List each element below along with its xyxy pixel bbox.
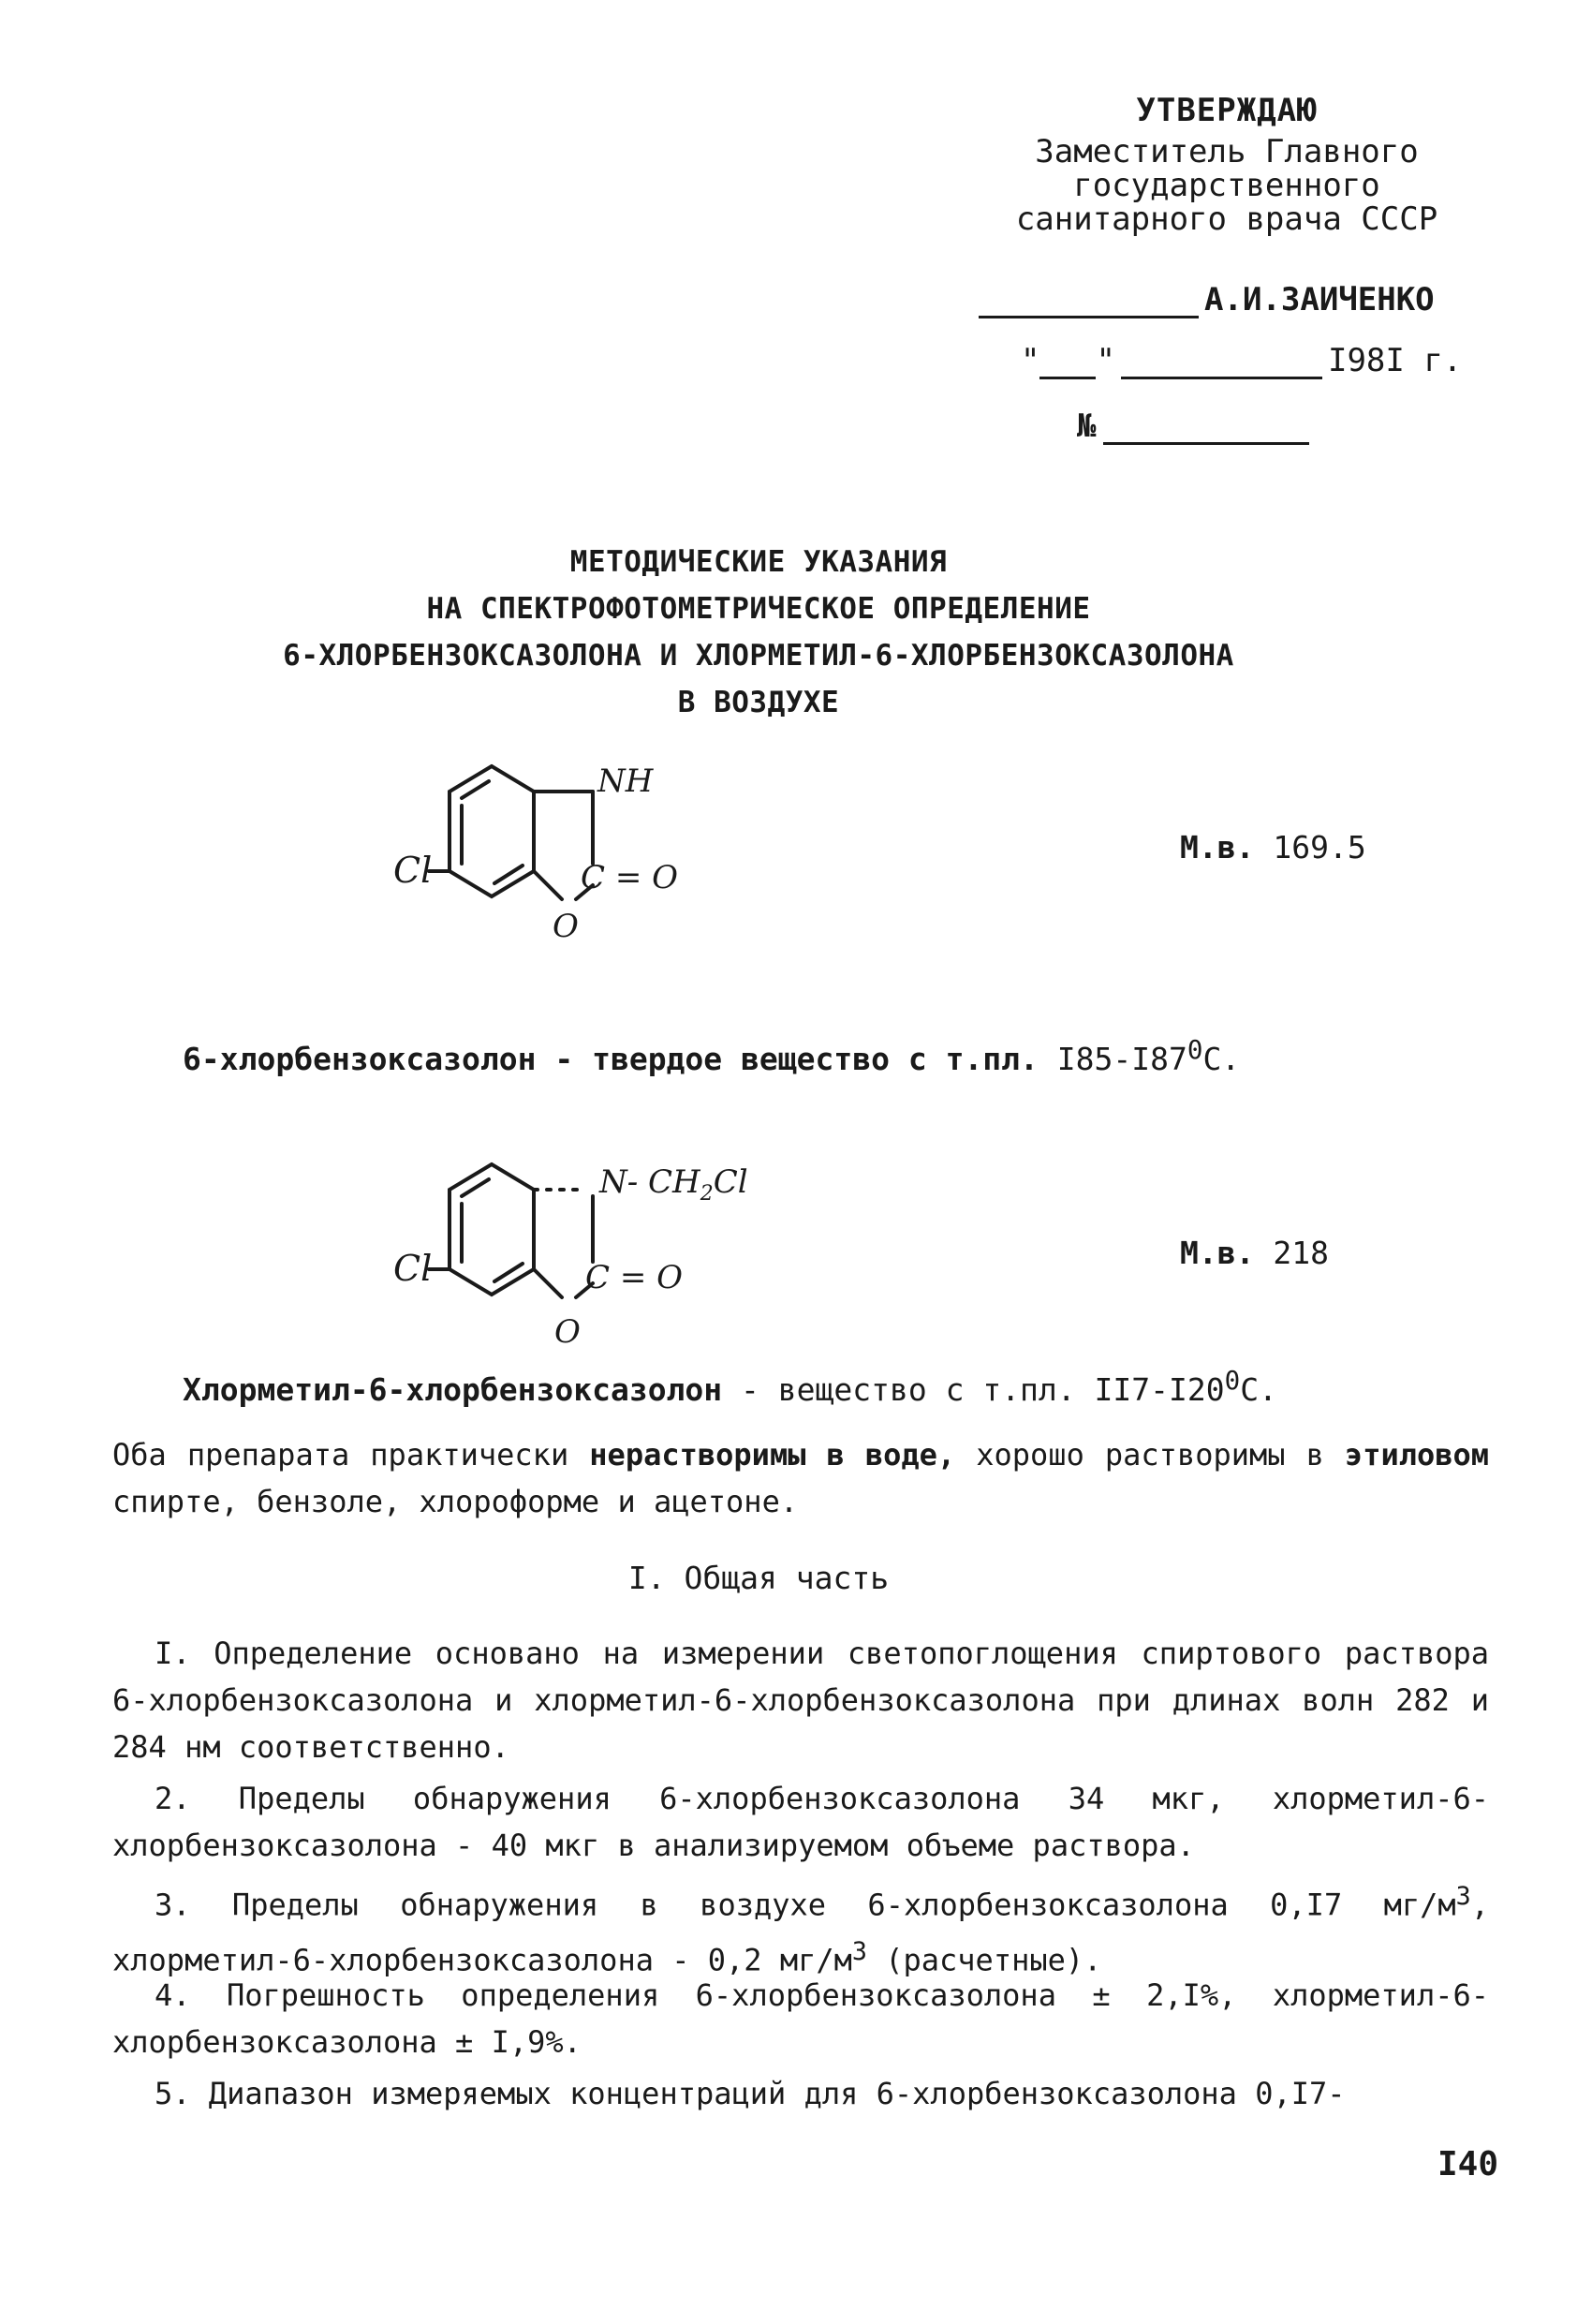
date-month-blank: [1121, 348, 1322, 379]
approval-position-line2: государственного: [1073, 167, 1380, 204]
paragraph-5: 5. Диапазон измеряемых концентраций для 6-хлорбензоксазолона 0,I7-: [155, 2076, 1346, 2111]
title-line1: МЕТОДИЧЕСКИЕ УКАЗАНИЯ: [569, 545, 948, 579]
date-day-blank: [1039, 348, 1096, 379]
signatory-name: А.И.ЗАИЧЕНКО: [1204, 281, 1435, 318]
approval-heading: УТВЕРЖДАЮ: [1136, 92, 1318, 129]
solubility-part2: нерастворимы в воде,: [589, 1437, 956, 1473]
chlorine-label-2: Cl: [393, 1248, 433, 1289]
paragraph-4: 4. Погрешность определения 6-хлорбензоксазолона ± 2,I%, хлорметил-6-хлорбензоксазолона ± I,9%.: [112, 1977, 1489, 2060]
compound2-desc-text: - вещество с т.пл.: [741, 1371, 1076, 1408]
oxygen-label-2: O: [554, 1313, 581, 1351]
oxygen-label: O: [553, 908, 579, 945]
date-line: [1021, 342, 1470, 379]
date-close-quote: ": [1096, 342, 1115, 379]
title-line4: В ВОЗДУХЕ: [677, 686, 840, 719]
mw-value-1: 169.5: [1273, 829, 1366, 866]
solubility-part5: спирте, бензоле, хлороформе и ацетоне.: [112, 1484, 799, 1519]
oxazolone-ring-2: [534, 1190, 593, 1297]
approval-position-line1: Заместитель Главного: [1035, 133, 1419, 170]
paragraph-1: I. Определение основано на измерении светопоглощения спиртового раствора 6-хлорбензоксазолона и хлорметил-6-хлорбензоксазолона при длинах волн 282 и 284 нм соответственно.: [112, 1636, 1489, 1765]
solubility-part4: этиловом: [1344, 1437, 1490, 1473]
chlorine-label: Cl: [393, 850, 433, 891]
carbonyl-label-2: C = O: [585, 1259, 683, 1296]
compound1-desc-text: 6-хлорбензоксазолон - твердое вещество с т.пл.: [183, 1041, 1039, 1077]
document-title: [0, 539, 1517, 726]
number-mark: №: [1077, 407, 1097, 445]
compound2-melting-point: II7-I20: [1094, 1371, 1225, 1408]
nh-label: NH: [597, 762, 654, 800]
title-line2: НА СПЕКТРОФОТОМЕТРИЧЕСКОЕ ОПРЕДЕЛЕНИЕ: [426, 592, 1091, 626]
structure-chloromethyl-6-chlorobenzoxazolone: [393, 1147, 843, 1391]
n-substituent-label: N- $CH_2Cl$: [599, 1163, 748, 1206]
section-heading: I. Общая часть: [627, 1560, 890, 1596]
benzene-ring: [450, 766, 534, 896]
carbonyl-label: C = O: [581, 859, 678, 896]
structure-6-chlorobenzoxazolone: [393, 749, 787, 1002]
mw-value-2: 218: [1273, 1235, 1329, 1271]
page-number: I40: [1437, 2145, 1499, 2183]
solubility-part3: хорошо растворимы в: [976, 1437, 1324, 1473]
mw-prefix-1: М.в.: [1180, 829, 1255, 866]
compound1-degree: 0: [1187, 1035, 1203, 1065]
compound1-melting-point: I85-I87: [1056, 1041, 1187, 1077]
molecular-weight-1: [1180, 829, 1366, 866]
signature-blank: [979, 288, 1199, 318]
compound2-degree: 0: [1224, 1366, 1241, 1396]
compound2-unit: С.: [1240, 1371, 1277, 1408]
number-blank: [1103, 414, 1309, 445]
approval-block: [965, 94, 1489, 236]
mw-prefix-2: М.в.: [1180, 1235, 1255, 1271]
compound2-name: Хлорметил-6-хлорбензоксазолон: [183, 1371, 723, 1408]
molecular-weight-2: [1180, 1235, 1329, 1271]
title-line3: 6-ХЛОРБЕНЗОКСАЗОЛОНА И ХЛОРМЕТИЛ-6-ХЛОРБЕНЗОКСАЗОЛОНА: [283, 639, 1234, 673]
solubility-paragraph: [112, 1431, 1489, 1525]
compound1-unit: С.: [1202, 1041, 1241, 1077]
approval-position-line3: санитарного врача СССР: [1015, 200, 1438, 238]
compound1-description: [183, 1035, 1240, 1077]
date-open-quote: ": [1021, 342, 1040, 379]
document-number-line: [1077, 407, 1309, 445]
solubility-part1: Оба препарата практически: [112, 1437, 569, 1473]
date-year: I98I г.: [1327, 342, 1463, 379]
compound2-description: [183, 1366, 1277, 1408]
paragraph-3: 3. Пределы обнаружения в воздухе 6-хлорбензоксазолона 0,I7 $мг/м^3$, хлорметил-6-хлорбензоксазолона - 0,2 $мг/м^3$ (расчетные).: [112, 1882, 1489, 1978]
benzene-ring-2: [450, 1164, 534, 1295]
paragraph-2: 2. Пределы обнаружения 6-хлорбензоксазолона 34 мкг, хлорметил-6-хлорбензоксазолона - 40 мкг в анализируемом объеме раствора.: [112, 1781, 1489, 1863]
signature-line: [979, 281, 1447, 318]
